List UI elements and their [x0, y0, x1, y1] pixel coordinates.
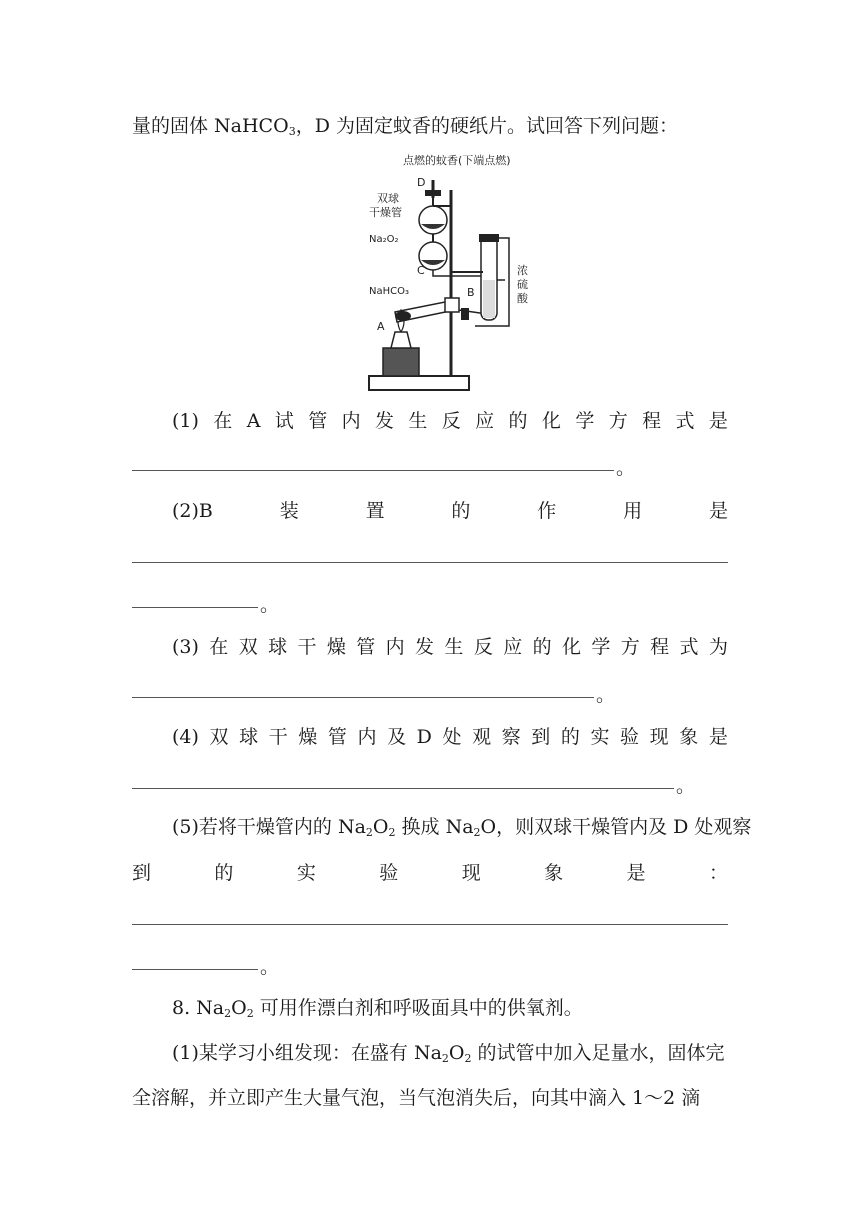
label-acid-1: 浓 [517, 264, 528, 277]
q5-char: 象 [544, 862, 564, 884]
question-3 [172, 634, 728, 660]
q4-char: 双 [209, 726, 229, 748]
answer-blank-2b[interactable] [132, 607, 258, 608]
item8-text: Na [190, 997, 225, 1019]
q3-char: (3) [172, 636, 199, 658]
q4-char: 实 [590, 726, 610, 748]
answer-blank-3[interactable] [132, 697, 594, 698]
answer-blank-4[interactable] [132, 788, 674, 789]
question-5-continued [132, 860, 728, 886]
period-3: 。 [596, 684, 616, 706]
q3-char: 燥 [326, 636, 346, 658]
q3-char: 干 [297, 636, 317, 658]
answer-blank-2a[interactable] [132, 562, 728, 563]
q2-char: 作 [537, 500, 557, 522]
q3-char: 发 [415, 636, 435, 658]
stopper-b [479, 234, 499, 242]
item-8-part-1-continued: 全溶解，并立即产生大量气泡，当气泡消失后，向其中滴入 1～2 滴 [132, 1087, 701, 1109]
q3-char: 方 [620, 636, 640, 658]
question-2 [172, 498, 728, 524]
answer-blank-5a[interactable] [132, 924, 728, 925]
q4-char: 是 [708, 726, 728, 748]
q3-char: 内 [385, 636, 405, 658]
sulfuric-acid-liquid [483, 280, 495, 318]
q5-char: 实 [296, 862, 316, 884]
q1-char: 生 [408, 410, 428, 432]
q5-text: O [372, 816, 389, 838]
alcohol-lamp [391, 332, 411, 348]
p81-sub: 2 [441, 1052, 449, 1065]
q5-char: ： [708, 862, 728, 884]
q2-char: 置 [365, 500, 385, 522]
p81-text: 的试管中加入足量水，固体完 [471, 1042, 725, 1064]
q5-sub: 2 [473, 826, 481, 839]
q5-sub: 2 [388, 826, 396, 839]
q3-char: 反 [473, 636, 493, 658]
intro-line: 量的固体 NaHCO$_3$，D 为固定蚊香的硬纸片。试回答下列问题： [132, 115, 678, 138]
upper-ball [419, 206, 447, 234]
label-double-ball-1: 双球 [377, 192, 399, 205]
q4-char: (4) [172, 726, 199, 748]
q3-char: 学 [591, 636, 611, 658]
q4-char: 的 [560, 726, 580, 748]
question-1 [172, 408, 728, 434]
q5-sub: 2 [365, 826, 373, 839]
q5-char: 现 [461, 862, 481, 884]
q2-char: 是 [708, 500, 728, 522]
q4-char: 及 [387, 726, 407, 748]
item-number: 8. [172, 997, 191, 1019]
q3-char: 管 [356, 636, 376, 658]
item-8-part-1 [172, 1040, 725, 1072]
p81-text: O [448, 1042, 465, 1064]
q4-char: 内 [357, 726, 377, 748]
q1-char: 方 [608, 410, 628, 432]
period-4: 。 [676, 775, 696, 797]
q3-char: 应 [503, 636, 523, 658]
q1-char: 是 [708, 410, 728, 432]
q1-char: 内 [341, 410, 361, 432]
answer-blank-5b[interactable] [132, 969, 258, 970]
stopper-a [461, 308, 469, 320]
q5-text: 换成 Na [395, 816, 474, 838]
label-acid-2: 硫 [517, 278, 528, 291]
q4-char: 到 [531, 726, 551, 748]
q3-char: 化 [561, 636, 581, 658]
label-c: C [417, 264, 425, 277]
q4-char: 处 [442, 726, 462, 748]
q1-char: 程 [642, 410, 662, 432]
label-b: B [467, 286, 475, 299]
q4-char: 象 [679, 726, 699, 748]
figure-label-incense: 点燃的蚊香(下端点燃) [403, 154, 511, 167]
period-2: 。 [260, 594, 280, 616]
answer-blank-1[interactable] [132, 470, 614, 471]
p81-text: (1)某学习小组发现：在盛有 Na [172, 1042, 442, 1064]
p81-sub: 2 [464, 1052, 472, 1065]
q4-char: 验 [620, 726, 640, 748]
q1-char: 的 [508, 410, 528, 432]
apparatus-figure [355, 150, 545, 396]
cardboard-d [425, 190, 441, 196]
q1-char: 应 [475, 410, 495, 432]
q5-char: 验 [379, 862, 399, 884]
q5-text: O，则双球干燥管内及 D 处观察 [480, 816, 752, 838]
q1-char: A [246, 410, 261, 432]
burner-block [383, 348, 419, 376]
label-a: A [377, 320, 385, 333]
q1-char: 式 [675, 410, 695, 432]
q3-char: 生 [444, 636, 464, 658]
q1-char: 试 [274, 410, 294, 432]
period-1: 。 [616, 457, 636, 479]
item8-text: 可用作漂白剂和呼吸面具中的供氧剂。 [253, 997, 583, 1019]
q1-char: 化 [541, 410, 561, 432]
q3-char: 在 [209, 636, 229, 658]
q3-char: 的 [532, 636, 552, 658]
label-d: D [417, 176, 426, 189]
q4-char: 观 [472, 726, 492, 748]
q1-char: 反 [441, 410, 461, 432]
q3-char: 程 [650, 636, 670, 658]
period-5: 。 [260, 956, 280, 978]
q1-char: 发 [374, 410, 394, 432]
q3-char: 双 [238, 636, 258, 658]
q5-char: 是 [626, 862, 646, 884]
item8-sub: 2 [246, 1007, 254, 1020]
q4-char: 球 [239, 726, 259, 748]
question-5 [172, 814, 751, 846]
label-na2o2: Na₂O₂ [369, 234, 399, 245]
item8-text: O [231, 997, 247, 1019]
q5-char: 的 [214, 862, 234, 884]
q4-char: 察 [501, 726, 521, 748]
q1-char: 学 [575, 410, 595, 432]
item-8-heading [172, 995, 583, 1027]
stand-base [369, 376, 469, 390]
q4-char: 燥 [298, 726, 318, 748]
q4-char: D [416, 726, 432, 748]
q4-char: 干 [268, 726, 288, 748]
item8-sub: 2 [224, 1007, 232, 1020]
q2-char: 装 [279, 500, 299, 522]
q1-char: (1) [172, 410, 199, 432]
q3-char: 球 [268, 636, 288, 658]
q2-char: (2)B [172, 500, 213, 522]
nahco3-solid [395, 311, 411, 321]
q5-text: (5)若将干燥管内的 Na [172, 816, 366, 838]
q2-char: 的 [451, 500, 471, 522]
q1-char: 管 [308, 410, 328, 432]
q4-char: 现 [649, 726, 669, 748]
label-acid-3: 酸 [517, 292, 528, 305]
q5-char: 到 [132, 862, 152, 884]
label-nahco3: NaHCO₃ [369, 286, 409, 297]
q3-char: 为 [708, 636, 728, 658]
question-4 [172, 724, 728, 750]
q4-char: 管 [327, 726, 347, 748]
q2-char: 用 [623, 500, 643, 522]
q3-char: 式 [679, 636, 699, 658]
label-double-ball-2: 干燥管 [369, 206, 402, 219]
q1-char: 在 [213, 410, 233, 432]
clamp-a [445, 298, 459, 312]
